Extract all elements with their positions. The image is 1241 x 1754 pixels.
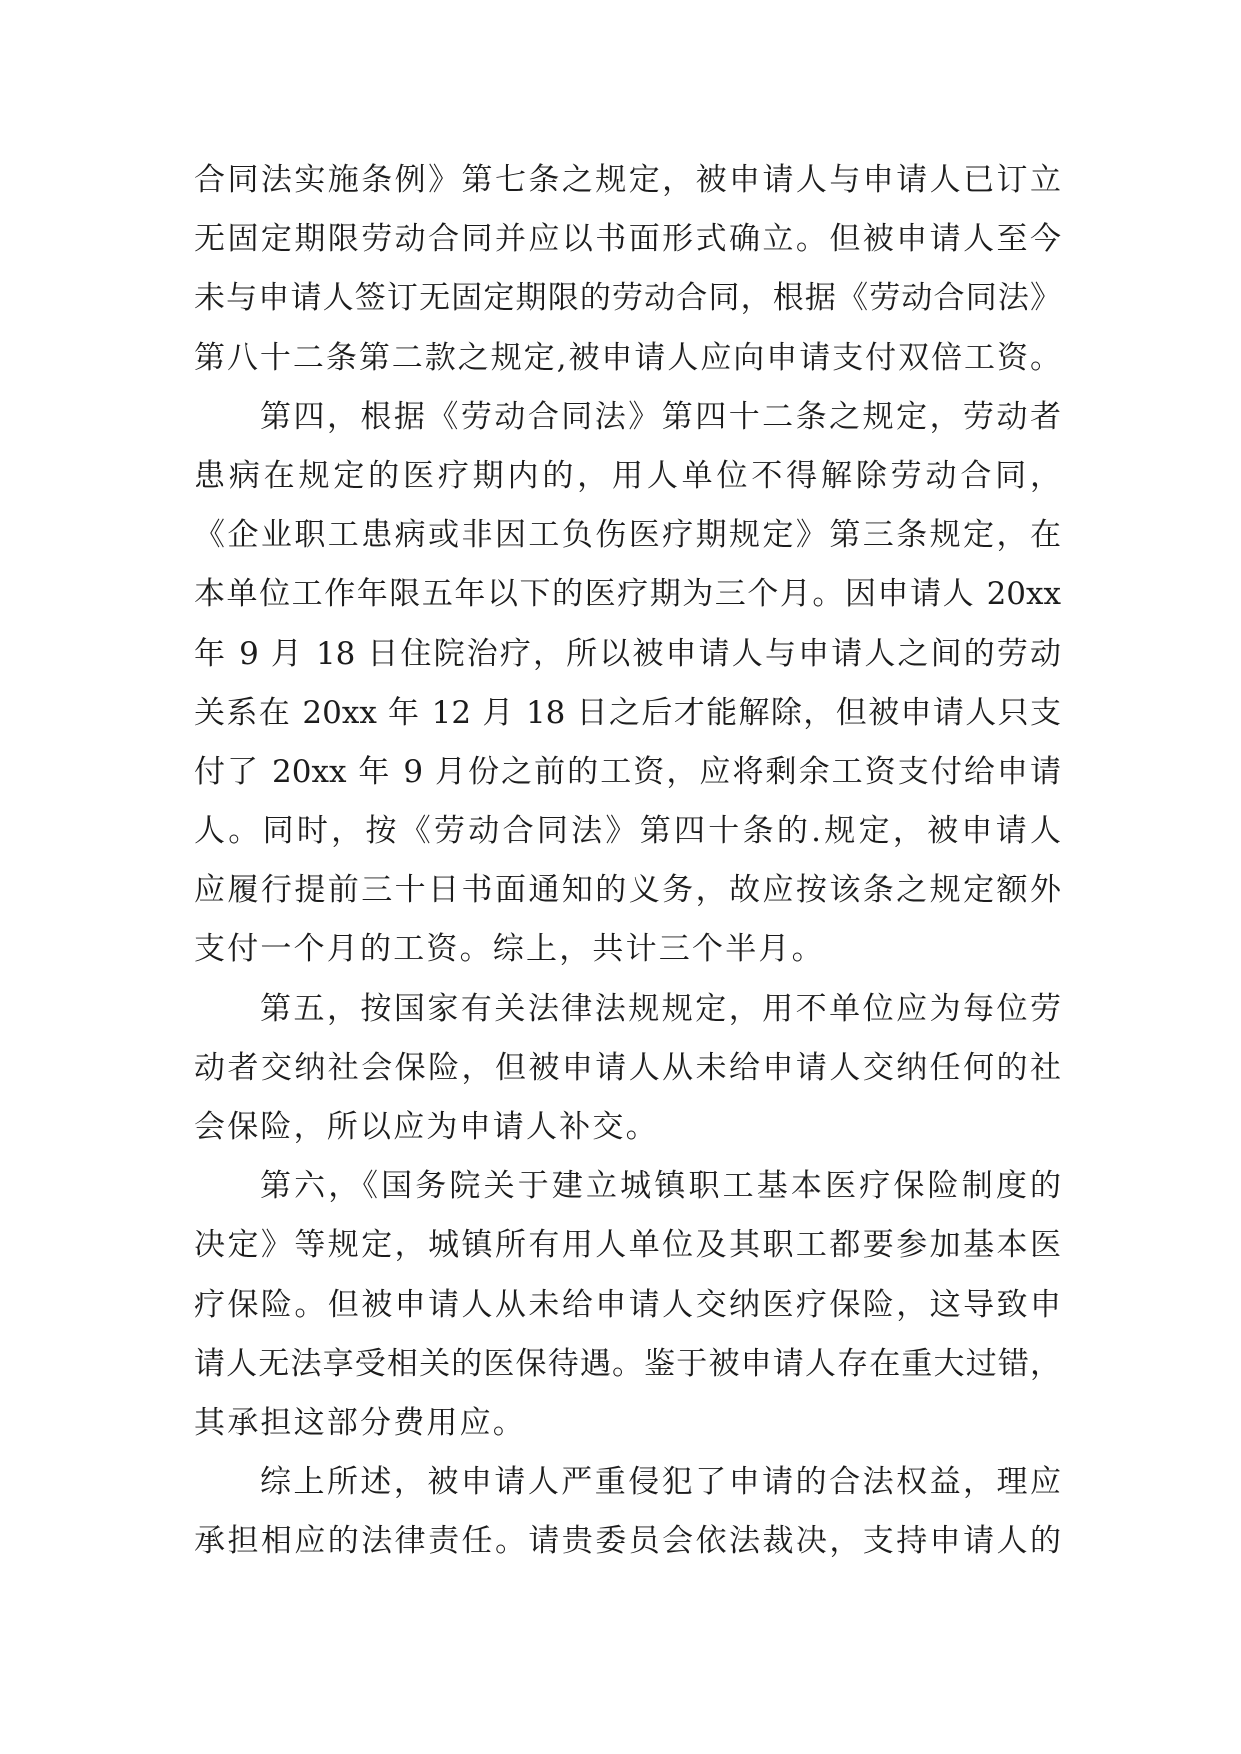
text-line: 支付一个月的工资。综上，共计三个半月。 [194, 931, 825, 968]
text-line: 本单位工作年限五年以下的医疗期为三个月。因申请人 20xx [194, 576, 1061, 613]
text-line: 决定》等规定，城镇所有用人单位及其职工都要参加基本医 [194, 1227, 1061, 1264]
text-line: 关系在 20xx 年 12 月 18 日之后才能解除，但被申请人只支 [194, 694, 1061, 731]
text-line: 合同法实施条例》第七条之规定，被申请人与申请人已订立 [194, 162, 1061, 198]
text-line: 人。同时，按《劳动合同法》第四十条的.规定，被申请人 [194, 813, 1061, 850]
text-line: 第四，根据《劳动合同法》第四十二条之规定，劳动者 [260, 398, 1061, 435]
text-line: 动者交纳社会保险，但被申请人从未给申请人交纳任何的社 [194, 1049, 1061, 1086]
text-line: 第五，按国家有关法律法规规定，用不单位应为每位劳 [260, 990, 1061, 1027]
text-line: 无固定期限劳动合同并应以书面形式确立。但被申请人至今 [194, 221, 1061, 258]
text-line: 其承担这部分费用应。 [194, 1404, 526, 1441]
document-body [194, 151, 1061, 1572]
text-line: 综上所述，被申请人严重侵犯了申请的合法权益，理应 [260, 1464, 1061, 1501]
text-line: 请人无法享受相关的医保待遇。鉴于被申请人存在重大过错， [194, 1345, 1061, 1382]
text-line: 疗保险。但被申请人从未给申请人交纳医疗保险，这导致申 [194, 1286, 1061, 1323]
text-line: 付了 20xx 年 9 月份之前的工资，应将剩余工资支付给申请 [194, 753, 1061, 790]
paragraph-sixth [194, 1157, 1061, 1453]
text-line: 第八十二条第二款之规定,被申请人应向申请支付双倍工资。 [194, 339, 1061, 376]
text-line: 会保险，所以应为申请人补交。 [194, 1109, 659, 1145]
text-line: 年 9 月 18 日住院治疗，所以被申请人与申请人之间的劳动 [194, 635, 1061, 672]
paragraph-fifth [194, 980, 1061, 1158]
text-line: 第六，《国务院关于建立城镇职工基本医疗保险制度的 [260, 1168, 1061, 1205]
text-line: 未与申请人签订无固定期限的劳动合同，根据《劳动合同法》 [194, 280, 1061, 317]
text-line: 应履行提前三十日书面通知的义务，故应按该条之规定额外 [194, 872, 1061, 909]
text-line: 患病在规定的医疗期内的，用人单位不得解除劳动合同， [194, 457, 1061, 494]
paragraph-conclusion [194, 1453, 1061, 1571]
text-line: 《企业职工患病或非因工负伤医疗期规定》第三条规定，在 [194, 517, 1061, 554]
paragraph-continuation [194, 151, 1061, 388]
paragraph-fourth [194, 388, 1061, 980]
text-line: 承担相应的法律责任。请贵委员会依法裁决，支持申请人的 [194, 1523, 1061, 1560]
